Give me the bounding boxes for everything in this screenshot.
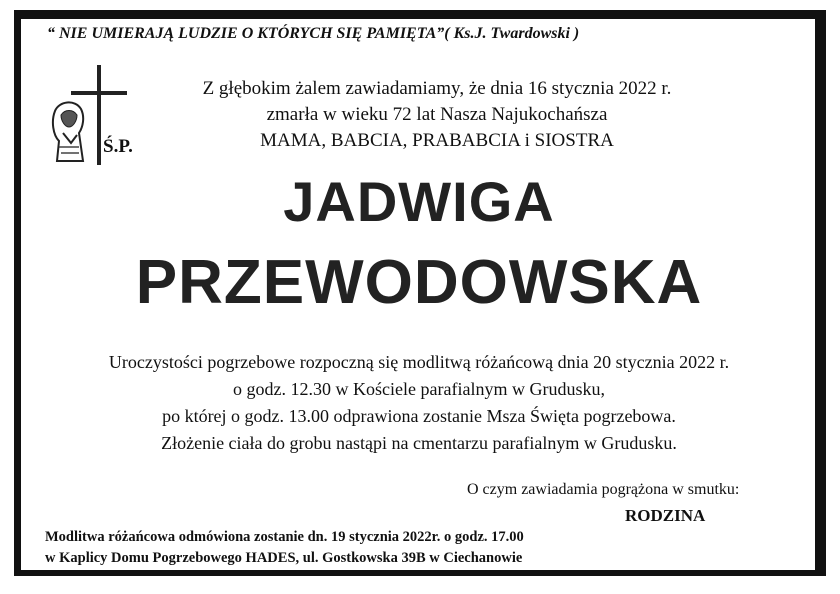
- intro-text: [157, 76, 717, 154]
- family-signature: RODZINA: [625, 506, 706, 525]
- intro-line: Z głębokim żalem zawiadamiamy, że dnia 16 stycznia 2022 r.: [202, 78, 672, 99]
- sp-label: Ś.P.: [103, 136, 133, 157]
- ceremony-details: [21, 349, 817, 457]
- deceased-last-name: PRZEWODOWSKA: [135, 248, 703, 317]
- rosary-line: w Kaplicy Domu Pogrzebowego HADES, ul. Gostkowska 39B w Ciechanowie: [45, 550, 523, 566]
- printer-footer: DRUK: Z.U.P. "HADES" R.Żurawski tel. 23 672 14 88, 23 672 31 18, 662 198 820: [26, 578, 525, 593]
- cross-with-praying-christ-icon: [49, 63, 139, 178]
- rosary-line: Modlitwa różańcowa odmówiona zostanie dn. 19 stycznia 2022r. o godz. 17.00: [45, 529, 524, 545]
- intro-line: zmarła w wieku 72 lat Nasza Najukochańsza: [266, 104, 608, 125]
- motto-quote: “ NIE UMIERAJĄ LUDZIE O KTÓRYCH SIĘ PAMIĘTA”( Ks.J. Twardowski ): [47, 25, 580, 42]
- intro-line: MAMA, BABCIA, PRABABCIA i SIOSTRA: [260, 130, 614, 151]
- ceremony-line: po której o godz. 13.00 odprawiona zostanie Msza Święta pogrzebowa.: [162, 406, 676, 426]
- obituary-card: [20, 18, 816, 571]
- rosary-prayer-info: [45, 527, 524, 569]
- ceremony-line: Złożenie ciała do grobu nastąpi na cmentarzu parafialnym w Grudusku.: [161, 433, 677, 453]
- ceremony-line: o godz. 12.30 w Kościele parafialnym w Grudusku,: [233, 379, 605, 399]
- deceased-first-name: JADWIGA: [283, 170, 555, 233]
- ceremony-line: Uroczystości pogrzebowe rozpoczną się modlitwą różańcową dnia 20 stycznia 2022 r.: [108, 352, 730, 372]
- mourning-notice: O czym zawiadamia pogrążona w smutku:: [467, 481, 740, 498]
